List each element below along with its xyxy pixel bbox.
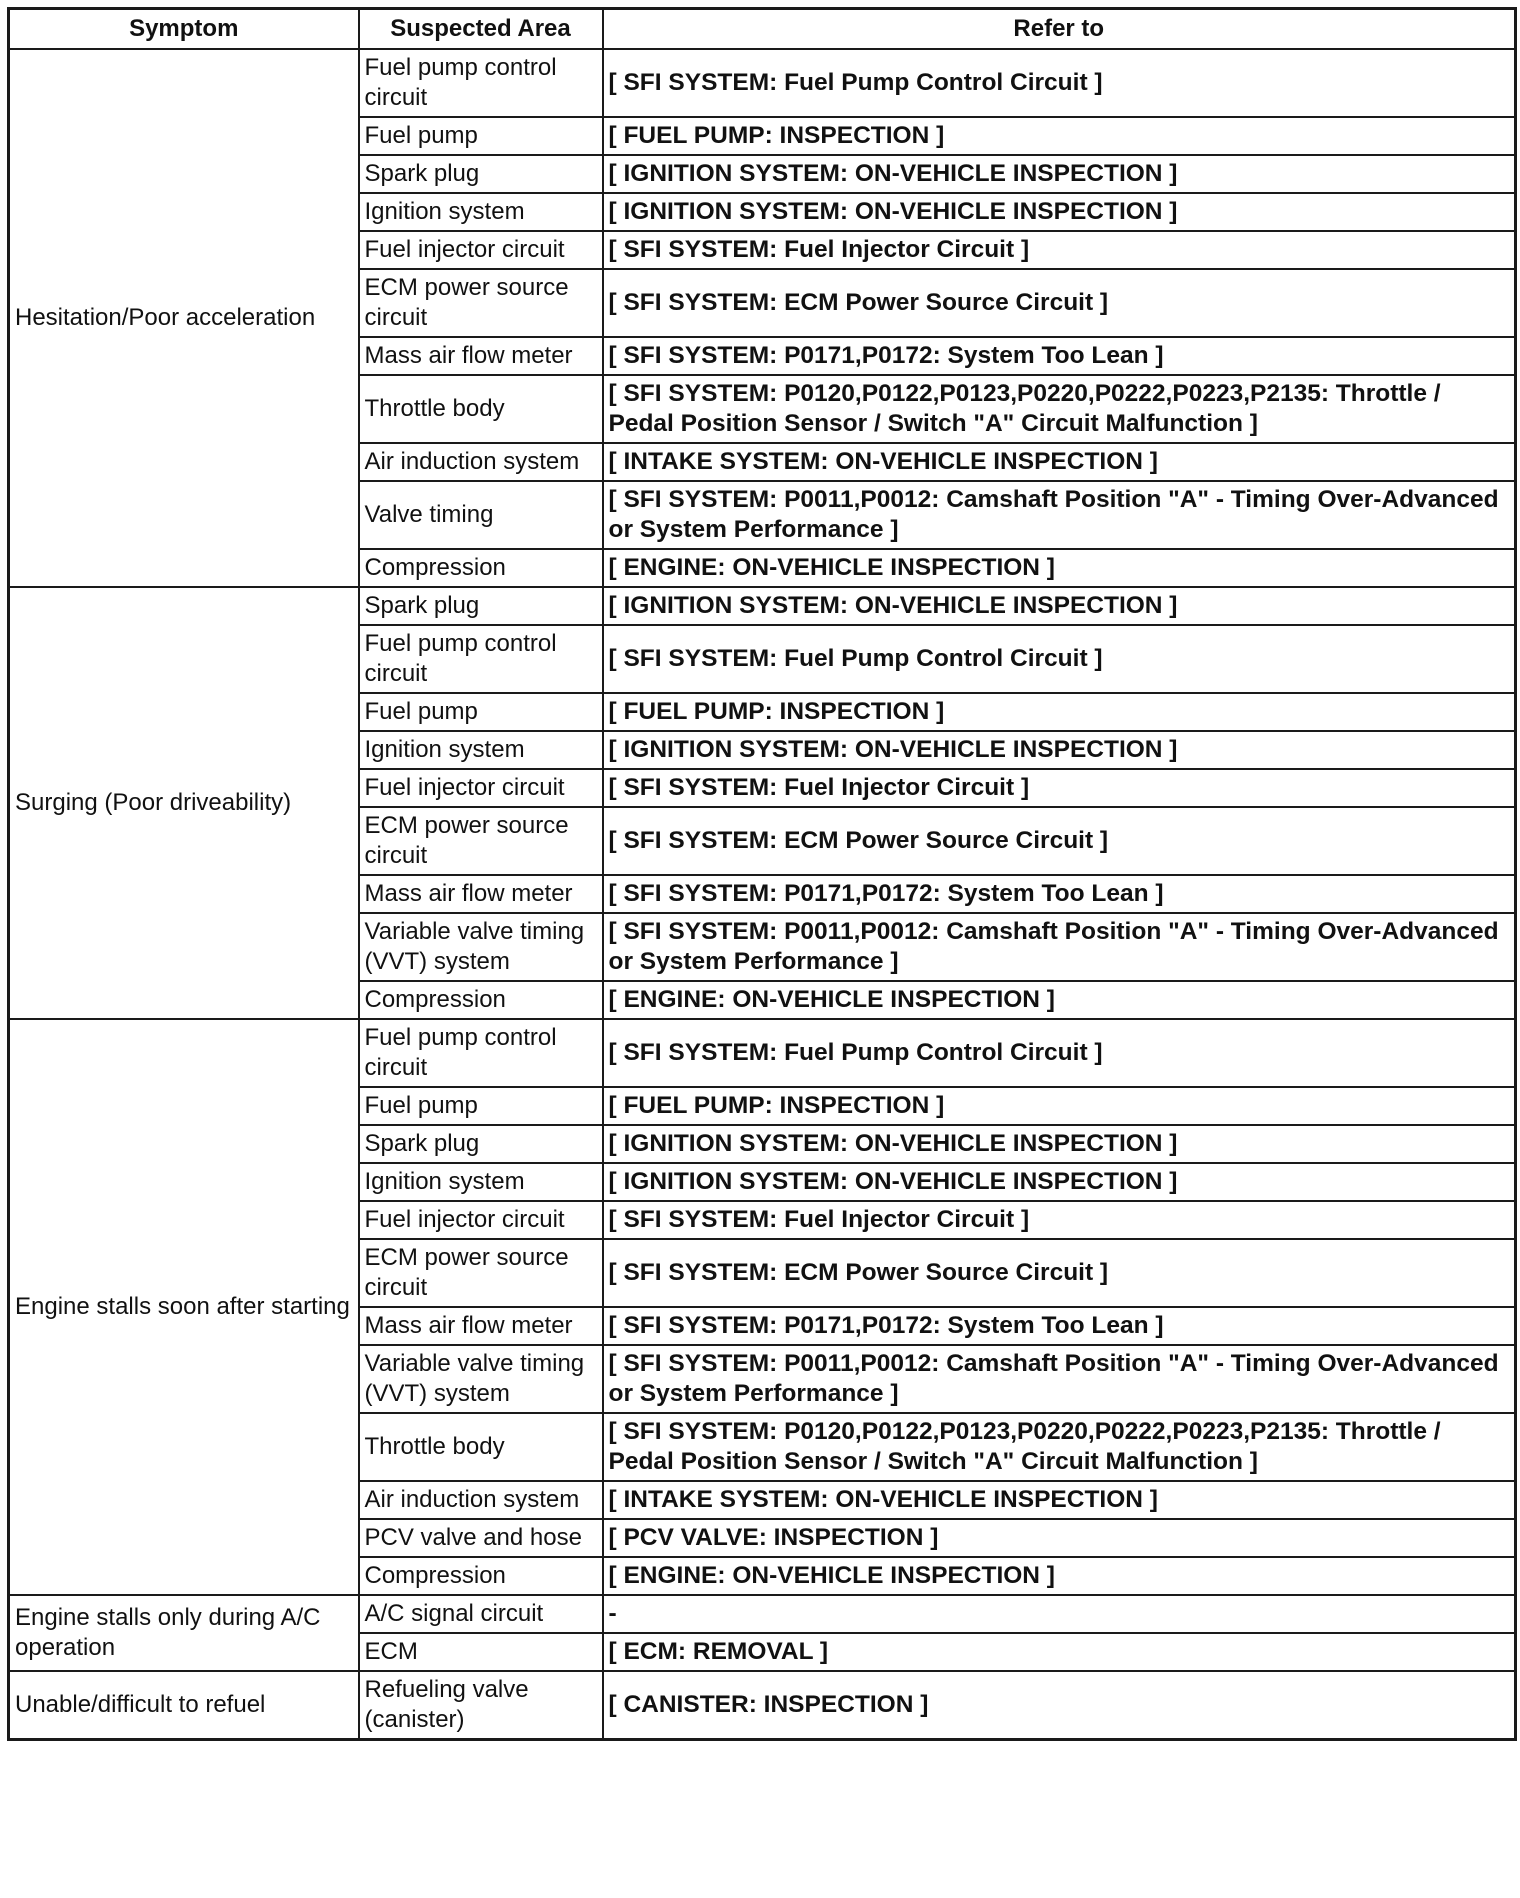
refer-to-link[interactable]: [ SFI SYSTEM: P0171,P0172: System Too Lean ]: [603, 875, 1516, 913]
refer-to-link[interactable]: [ ECM: REMOVAL ]: [603, 1633, 1516, 1671]
refer-to-link[interactable]: [ SFI SYSTEM: P0011,P0012: Camshaft Position "A" - Timing Over-Advanced or System Performance ]: [603, 1345, 1516, 1413]
suspected-area-cell: Variable valve timing (VVT) system: [359, 1345, 603, 1413]
suspected-area-cell: Fuel pump: [359, 1087, 603, 1125]
header-refer-to: Refer to: [603, 9, 1516, 50]
symptom-cell: Hesitation/Poor acceleration: [9, 49, 359, 587]
suspected-area-cell: Throttle body: [359, 1413, 603, 1481]
symptom-cell: Surging (Poor driveability): [9, 587, 359, 1019]
suspected-area-cell: Refueling valve (canister): [359, 1671, 603, 1740]
suspected-area-cell: ECM power source circuit: [359, 807, 603, 875]
refer-to-link[interactable]: [ INTAKE SYSTEM: ON-VEHICLE INSPECTION ]: [603, 443, 1516, 481]
header-symptom: Symptom: [9, 9, 359, 50]
refer-to-link[interactable]: [ ENGINE: ON-VEHICLE INSPECTION ]: [603, 549, 1516, 587]
suspected-area-cell: Fuel injector circuit: [359, 1201, 603, 1239]
suspected-area-cell: Compression: [359, 981, 603, 1019]
refer-to-link[interactable]: [ INTAKE SYSTEM: ON-VEHICLE INSPECTION ]: [603, 1481, 1516, 1519]
refer-to-link[interactable]: [ ENGINE: ON-VEHICLE INSPECTION ]: [603, 1557, 1516, 1595]
suspected-area-cell: A/C signal circuit: [359, 1595, 603, 1633]
suspected-area-cell: Compression: [359, 1557, 603, 1595]
table-body: [9, 49, 1516, 1740]
suspected-area-cell: Throttle body: [359, 375, 603, 443]
refer-to-link[interactable]: [ IGNITION SYSTEM: ON-VEHICLE INSPECTION ]: [603, 155, 1516, 193]
suspected-area-cell: Ignition system: [359, 1163, 603, 1201]
suspected-area-cell: Fuel pump control circuit: [359, 625, 603, 693]
suspected-area-cell: ECM power source circuit: [359, 269, 603, 337]
symptom-cell: Unable/difficult to refuel: [9, 1671, 359, 1740]
refer-to-link[interactable]: [ FUEL PUMP: INSPECTION ]: [603, 117, 1516, 155]
symptom-cell: Engine stalls only during A/C operation: [9, 1595, 359, 1671]
refer-to-link[interactable]: [ SFI SYSTEM: ECM Power Source Circuit ]: [603, 269, 1516, 337]
refer-to-link[interactable]: [ SFI SYSTEM: Fuel Pump Control Circuit ]: [603, 49, 1516, 117]
refer-to-link[interactable]: [ SFI SYSTEM: P0011,P0012: Camshaft Position "A" - Timing Over-Advanced or System Performance ]: [603, 481, 1516, 549]
suspected-area-cell: Ignition system: [359, 193, 603, 231]
suspected-area-cell: Air induction system: [359, 1481, 603, 1519]
suspected-area-cell: ECM power source circuit: [359, 1239, 603, 1307]
refer-to-link[interactable]: [ ENGINE: ON-VEHICLE INSPECTION ]: [603, 981, 1516, 1019]
table-row: [9, 49, 1516, 117]
suspected-area-cell: Variable valve timing (VVT) system: [359, 913, 603, 981]
refer-to-link[interactable]: [ SFI SYSTEM: P0171,P0172: System Too Lean ]: [603, 337, 1516, 375]
table-row: [9, 587, 1516, 625]
suspected-area-cell: Mass air flow meter: [359, 337, 603, 375]
suspected-area-cell: Mass air flow meter: [359, 875, 603, 913]
suspected-area-cell: Mass air flow meter: [359, 1307, 603, 1345]
suspected-area-cell: Fuel injector circuit: [359, 231, 603, 269]
refer-to-link[interactable]: [ CANISTER: INSPECTION ]: [603, 1671, 1516, 1740]
suspected-area-cell: Compression: [359, 549, 603, 587]
header-row: [9, 9, 1516, 50]
suspected-area-cell: Fuel pump: [359, 693, 603, 731]
table-row: [9, 1595, 1516, 1633]
suspected-area-cell: Fuel pump: [359, 117, 603, 155]
refer-to-link[interactable]: [ SFI SYSTEM: P0171,P0172: System Too Lean ]: [603, 1307, 1516, 1345]
suspected-area-cell: Spark plug: [359, 587, 603, 625]
table-row: [9, 1019, 1516, 1087]
suspected-area-cell: Air induction system: [359, 443, 603, 481]
suspected-area-cell: Spark plug: [359, 155, 603, 193]
table-row: [9, 1671, 1516, 1740]
refer-to-link[interactable]: [ IGNITION SYSTEM: ON-VEHICLE INSPECTION ]: [603, 1163, 1516, 1201]
symptom-table: [7, 7, 1517, 1741]
suspected-area-cell: Fuel injector circuit: [359, 769, 603, 807]
refer-to-link[interactable]: [ FUEL PUMP: INSPECTION ]: [603, 693, 1516, 731]
suspected-area-cell: Fuel pump control circuit: [359, 1019, 603, 1087]
refer-to-link[interactable]: [ SFI SYSTEM: Fuel Injector Circuit ]: [603, 769, 1516, 807]
refer-to-link[interactable]: [ FUEL PUMP: INSPECTION ]: [603, 1087, 1516, 1125]
refer-to-link[interactable]: [ SFI SYSTEM: P0120,P0122,P0123,P0220,P0222,P0223,P2135: Throttle / Pedal Position Sensor / Switch "A" Circuit Malfunction ]: [603, 375, 1516, 443]
refer-to-link[interactable]: [ IGNITION SYSTEM: ON-VEHICLE INSPECTION ]: [603, 731, 1516, 769]
suspected-area-cell: ECM: [359, 1633, 603, 1671]
refer-to-link[interactable]: [ SFI SYSTEM: Fuel Injector Circuit ]: [603, 231, 1516, 269]
suspected-area-cell: Fuel pump control circuit: [359, 49, 603, 117]
troubleshooting-sheet: [7, 7, 1514, 1890]
suspected-area-cell: Spark plug: [359, 1125, 603, 1163]
refer-to-link[interactable]: [ SFI SYSTEM: ECM Power Source Circuit ]: [603, 1239, 1516, 1307]
refer-to-link[interactable]: [ SFI SYSTEM: ECM Power Source Circuit ]: [603, 807, 1516, 875]
header-suspected-area: Suspected Area: [359, 9, 603, 50]
suspected-area-cell: Ignition system: [359, 731, 603, 769]
refer-to-link: -: [603, 1595, 1516, 1633]
suspected-area-cell: Valve timing: [359, 481, 603, 549]
refer-to-link[interactable]: [ SFI SYSTEM: Fuel Injector Circuit ]: [603, 1201, 1516, 1239]
refer-to-link[interactable]: [ SFI SYSTEM: Fuel Pump Control Circuit ]: [603, 625, 1516, 693]
refer-to-link[interactable]: [ SFI SYSTEM: P0011,P0012: Camshaft Position "A" - Timing Over-Advanced or System Performance ]: [603, 913, 1516, 981]
refer-to-link[interactable]: [ IGNITION SYSTEM: ON-VEHICLE INSPECTION ]: [603, 1125, 1516, 1163]
refer-to-link[interactable]: [ PCV VALVE: INSPECTION ]: [603, 1519, 1516, 1557]
refer-to-link[interactable]: [ SFI SYSTEM: Fuel Pump Control Circuit ]: [603, 1019, 1516, 1087]
symptom-cell: Engine stalls soon after starting: [9, 1019, 359, 1595]
refer-to-link[interactable]: [ IGNITION SYSTEM: ON-VEHICLE INSPECTION ]: [603, 587, 1516, 625]
refer-to-link[interactable]: [ IGNITION SYSTEM: ON-VEHICLE INSPECTION ]: [603, 193, 1516, 231]
suspected-area-cell: PCV valve and hose: [359, 1519, 603, 1557]
refer-to-link[interactable]: [ SFI SYSTEM: P0120,P0122,P0123,P0220,P0222,P0223,P2135: Throttle / Pedal Position Sensor / Switch "A" Circuit Malfunction ]: [603, 1413, 1516, 1481]
